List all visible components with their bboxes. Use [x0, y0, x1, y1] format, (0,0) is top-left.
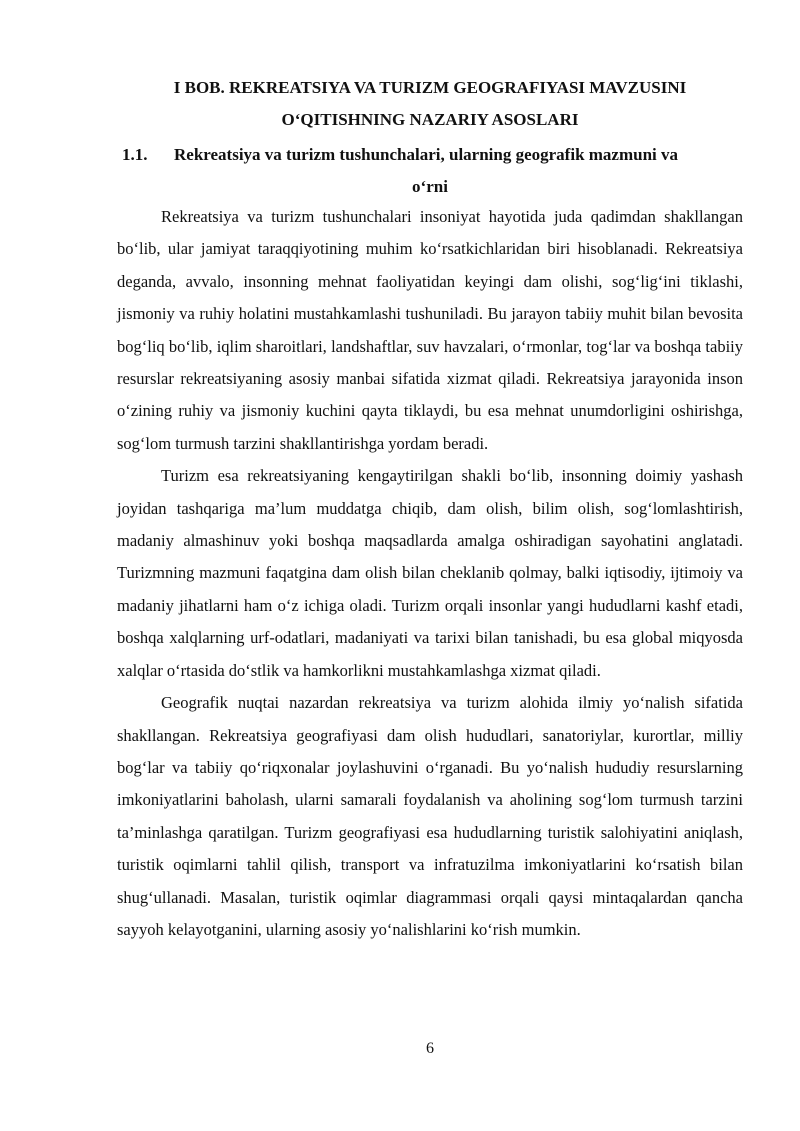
chapter-title-line-1: I BOB. REKREATSIYA VA TURIZM GEOGRAFIYASI MAVZUSINI [173, 78, 687, 97]
chapter-title-line-2: O‘QITISHNING NAZARIY ASOSLARI [281, 110, 579, 129]
section-title-line-1: Rekreatsiya va turizm tushunchalari, ularning geografik mazmuni va [174, 145, 679, 164]
paragraph: Geografik nuqtai nazardan rekreatsiya va turizm alohida ilmiy yo‘nalish sifatida shakllangan. Rekreatsiya geografiyasi dam olish hududlari, sanatoriylar, kurortlar, milliy bog‘lar va tabiiy qo‘riqxonalar joylashuvini o‘rganadi. Bu yo‘nalish hududiy resurslarning imkoniyatlarini baholash, ularni samarali foydalanish va aholining sog‘lom turmush tarzini ta’minlashga qaratilgan. Turizm geografiyasi esa hududlarning turistik salohiyatini aniqlash, turistik oqimlarni tahlil qilish, transport va infratuzilma imkoniyatlarini ko‘rsatish bilan shug‘ullanadi. Masalan, turistik oqimlar diagrammasi orqali qaysi mintaqalardan qancha sayyoh kelayotganini, ularning asosiy yo‘nalishlarini ko‘rish mumkin. [117, 693, 743, 939]
chapter-title [100, 72, 760, 136]
section-title-line-2: o‘rni [412, 177, 448, 196]
paragraph: Rekreatsiya va turizm tushunchalari insoniyat hayotida juda qadimdan shakllangan bo‘lib, ular jamiyat taraqqiyotining muhim ko‘rsatkichlaridan biri hisoblanadi. Rekreatsiya deganda, avvalo, insonning mehnat faoliyatidan keyingi dam olishi, sog‘lig‘ini tiklashi, jismoniy va ruhiy holatini mustahkamlashi tushuniladi. Bu jarayon tabiiy muhit bilan bevosita bog‘liq bo‘lib, iqlim sharoitlari, landshaftlar, suv havzalari, o‘rmonlar, tog‘lar va boshqa tabiiy resurslar rekreatsiyaning asosiy manbai sifatida xizmat qiladi. Rekreatsiya jarayonida inson o‘zining ruhiy va jismoniy kuchini qayta tiklaydi, bu esa mehnat unumdorligini oshirishga, sog‘lom turmush tarzini shakllantirishga yordam beradi. [117, 207, 743, 453]
section-number: 1.1. [122, 145, 148, 164]
paragraph: Turizm esa rekreatsiyaning kengaytirilgan shakli bo‘lib, insonning doimiy yashash joyidan tashqariga ma’lum muddatga chiqib, dam olish, bilim olish, sog‘lomlashtirish, madaniy almashinuv yoki boshqa maqsadlarda amalga oshiradigan sayohatini anglatadi. Turizmning mazmuni faqatgina dam olish bilan cheklanib qolmay, balki iqtisodiy, ijtimoiy va madaniy jihatlarni ham o‘z ichiga oladi. Turizm orqali insonlar yangi hududlarni kashf etadi, boshqa xalqlarning urf-odatlari, madaniyati va tarixi bilan tanishadi, bu esa global miqyosda xalqlar o‘rtasida do‘stlik va hamkorlikni mustahkamlashga xizmat qiladi. [117, 466, 743, 680]
page-number: 6 [426, 1040, 434, 1057]
body-text [117, 201, 743, 946]
